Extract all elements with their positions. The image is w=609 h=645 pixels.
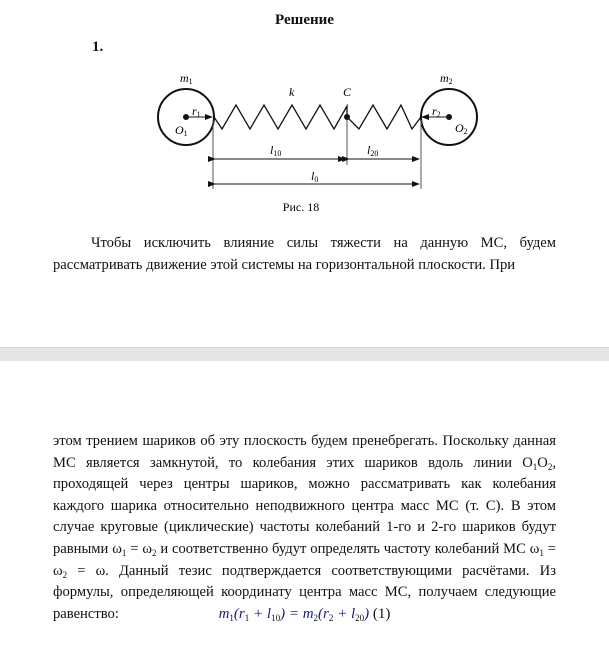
paragraph-2: этом трением шариков об эту плоскость будем пренебрегать. Поскольку данная МС является замкнутой, то колебания этих шариков вдоль линии $O_1O_2$, проходящей через центры шариков, можно рассматривать как колебания каждого шарика относительно неподвижного центра масс МС (т. С). В этом случае круговые (циклические) частоты колебаний 1-го и 2-го шариков будут равными $\omega_1 = \omega_2$ и соответственно будут определять частоту колебаний МС $\omega_1 = \omega_2 = \omega$. Данный тезис подтверждается соответствующими расчётами. Из формулы, определяющей координату центра масс МС, получаем следующие равенство: (53, 433, 556, 622)
label-l20: l20 (367, 143, 379, 158)
page-break (0, 347, 609, 362)
spring-mass-diagram (0, 0, 609, 225)
spring (214, 105, 421, 129)
page-2 (0, 361, 609, 645)
label-k: k (289, 85, 295, 99)
label-r1: r1 (192, 104, 201, 119)
label-l0: l0 (311, 169, 319, 184)
label-C: C (343, 85, 352, 99)
equation-1: $m_1(r_1 + l_{10}) = m_2(r_2 + l_{20})$ (1) (218, 606, 391, 623)
label-m2: m2 (440, 71, 453, 86)
section-heading: Решение (275, 12, 334, 28)
figure-caption: Рис. 18 (282, 200, 320, 214)
problem-number: 1. (92, 39, 104, 55)
label-r2: r2 (432, 104, 441, 119)
label-l10: l10 (270, 143, 282, 158)
label-m1: m1 (180, 71, 193, 86)
label-O2: O2 (455, 121, 468, 136)
paragraph-1: Чтобы исключить влияние силы тяжести на данную МС, будем рассматривать движение этой системы на горизонтальной плоскости. При (53, 235, 556, 273)
center-of-mass-C (344, 114, 350, 120)
label-O1: O1 (175, 123, 188, 138)
